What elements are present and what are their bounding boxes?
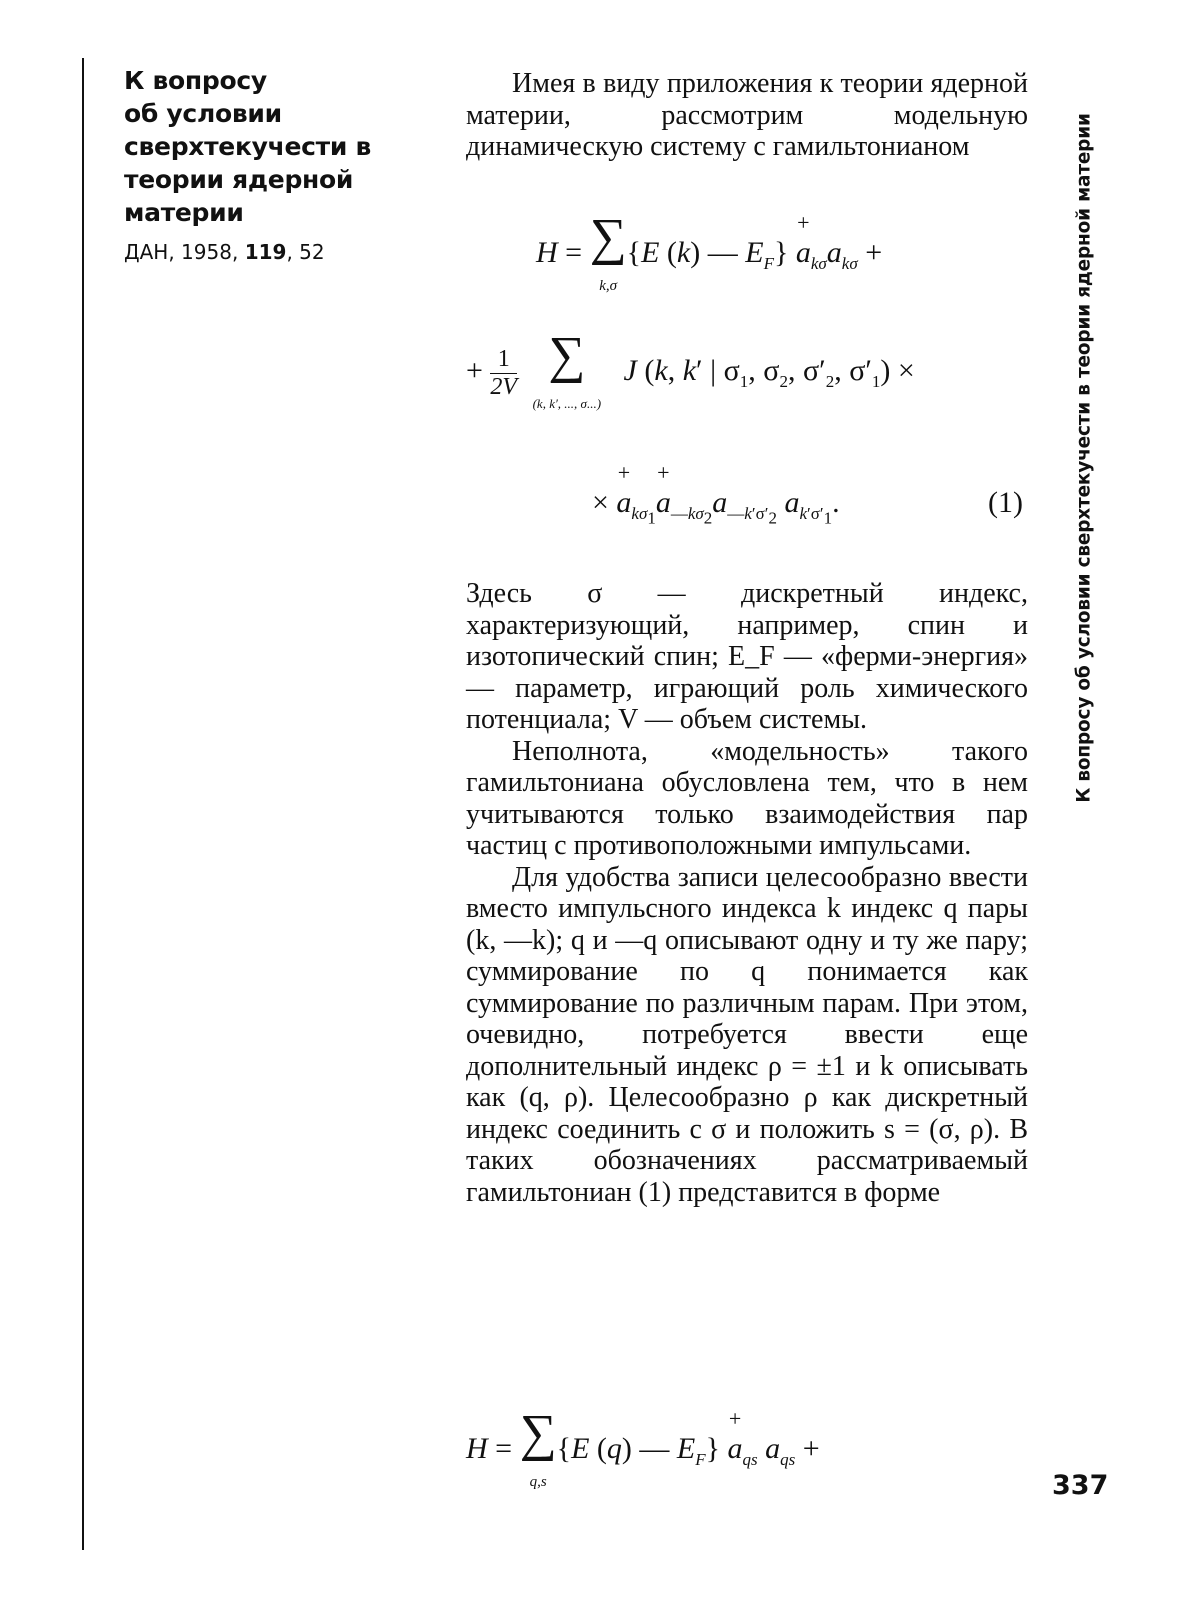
citation-page: 52	[299, 240, 325, 264]
equation-1-line-3: × + $a_{k\sigma_1}+ a_{—k\sigma_2}a_{—k'\sigma'_2}$ $a_{k'\sigma'_1}$.	[592, 486, 840, 528]
equation-2: H = ∑ q,s{E (q) — $E_F\} + a_{qs}$ $a_{qs}$ +	[466, 1408, 820, 1494]
running-head-text: К вопросу об условии сверхтекучести в теории ядерной материи	[1073, 113, 1095, 803]
sum-index: q,s	[529, 1474, 547, 1490]
citation-volume: 119	[244, 240, 287, 264]
equation-number: (1)	[988, 486, 1023, 519]
left-margin-rule	[82, 58, 84, 1550]
paragraph-intro	[466, 68, 1028, 163]
citation: ДАН, 1958, 119, 52	[124, 240, 325, 264]
equation-1-line-2: + $\frac{1}{2V}$ ∑ (k, k′, ..., σ...) J (k, k′ | $\sigma_1$, $\sigma_2$, $\sigma'_2$, $\sigma'_1$) ×	[466, 327, 915, 411]
title-line: теории ядерной	[124, 165, 354, 194]
paragraph-text: Для удобства записи целесообразно ввести вместо импульсного индекса k индекс q пары (k, —k); q и —q описывают одну и ту же пару; суммирование по q понимается как суммирование по различным парам. При этом, очевидно, потребуется ввести еще дополнительный индекс ρ = ±1 и k описывать как (q, ρ). Целесообразно ρ как дискретный индекс соединить с σ и положить s = (σ, ρ). В таких обозначениях рассматриваемый гамильтониан (1) представится в форме	[466, 861, 1028, 1208]
body-text	[466, 578, 1028, 1208]
paragraph-text: Неполнота, «модельность» такого гамильтониана обусловлена тем, что в нем учитываются только взаимодействия пар частиц с противоположными импульсами.	[466, 735, 1028, 861]
running-head	[1068, 68, 1100, 848]
title-line: К вопросу	[124, 66, 267, 95]
title-line: материи	[124, 198, 244, 227]
sum-index: (k, k′, ..., σ...)	[532, 396, 602, 411]
title-line: сверхтекучести в	[124, 132, 371, 161]
title-line: об условии	[124, 99, 282, 128]
equation-1-line-1: H = ∑ k,σ{E (k) — $E_F\} + a_{k\sigma}a_{k\sigma}$ +	[536, 212, 882, 298]
sum-index: k,σ	[599, 278, 618, 294]
paragraph-text: Имея в виду приложения к теории ядерной материи, рассмотрим модельную динамическую систему с гамильтонианом	[466, 68, 1028, 162]
citation-prefix: ДАН, 1958,	[124, 240, 239, 264]
article-title	[124, 64, 404, 229]
paragraph-text: Здесь σ — дискретный индекс, характеризующий, например, спин и изотопический спин; E_F — «ферми-энергия» — параметр, играющий роль химического потенциала; V — объем системы.	[466, 578, 1028, 735]
page-number: 337	[1052, 1470, 1109, 1501]
